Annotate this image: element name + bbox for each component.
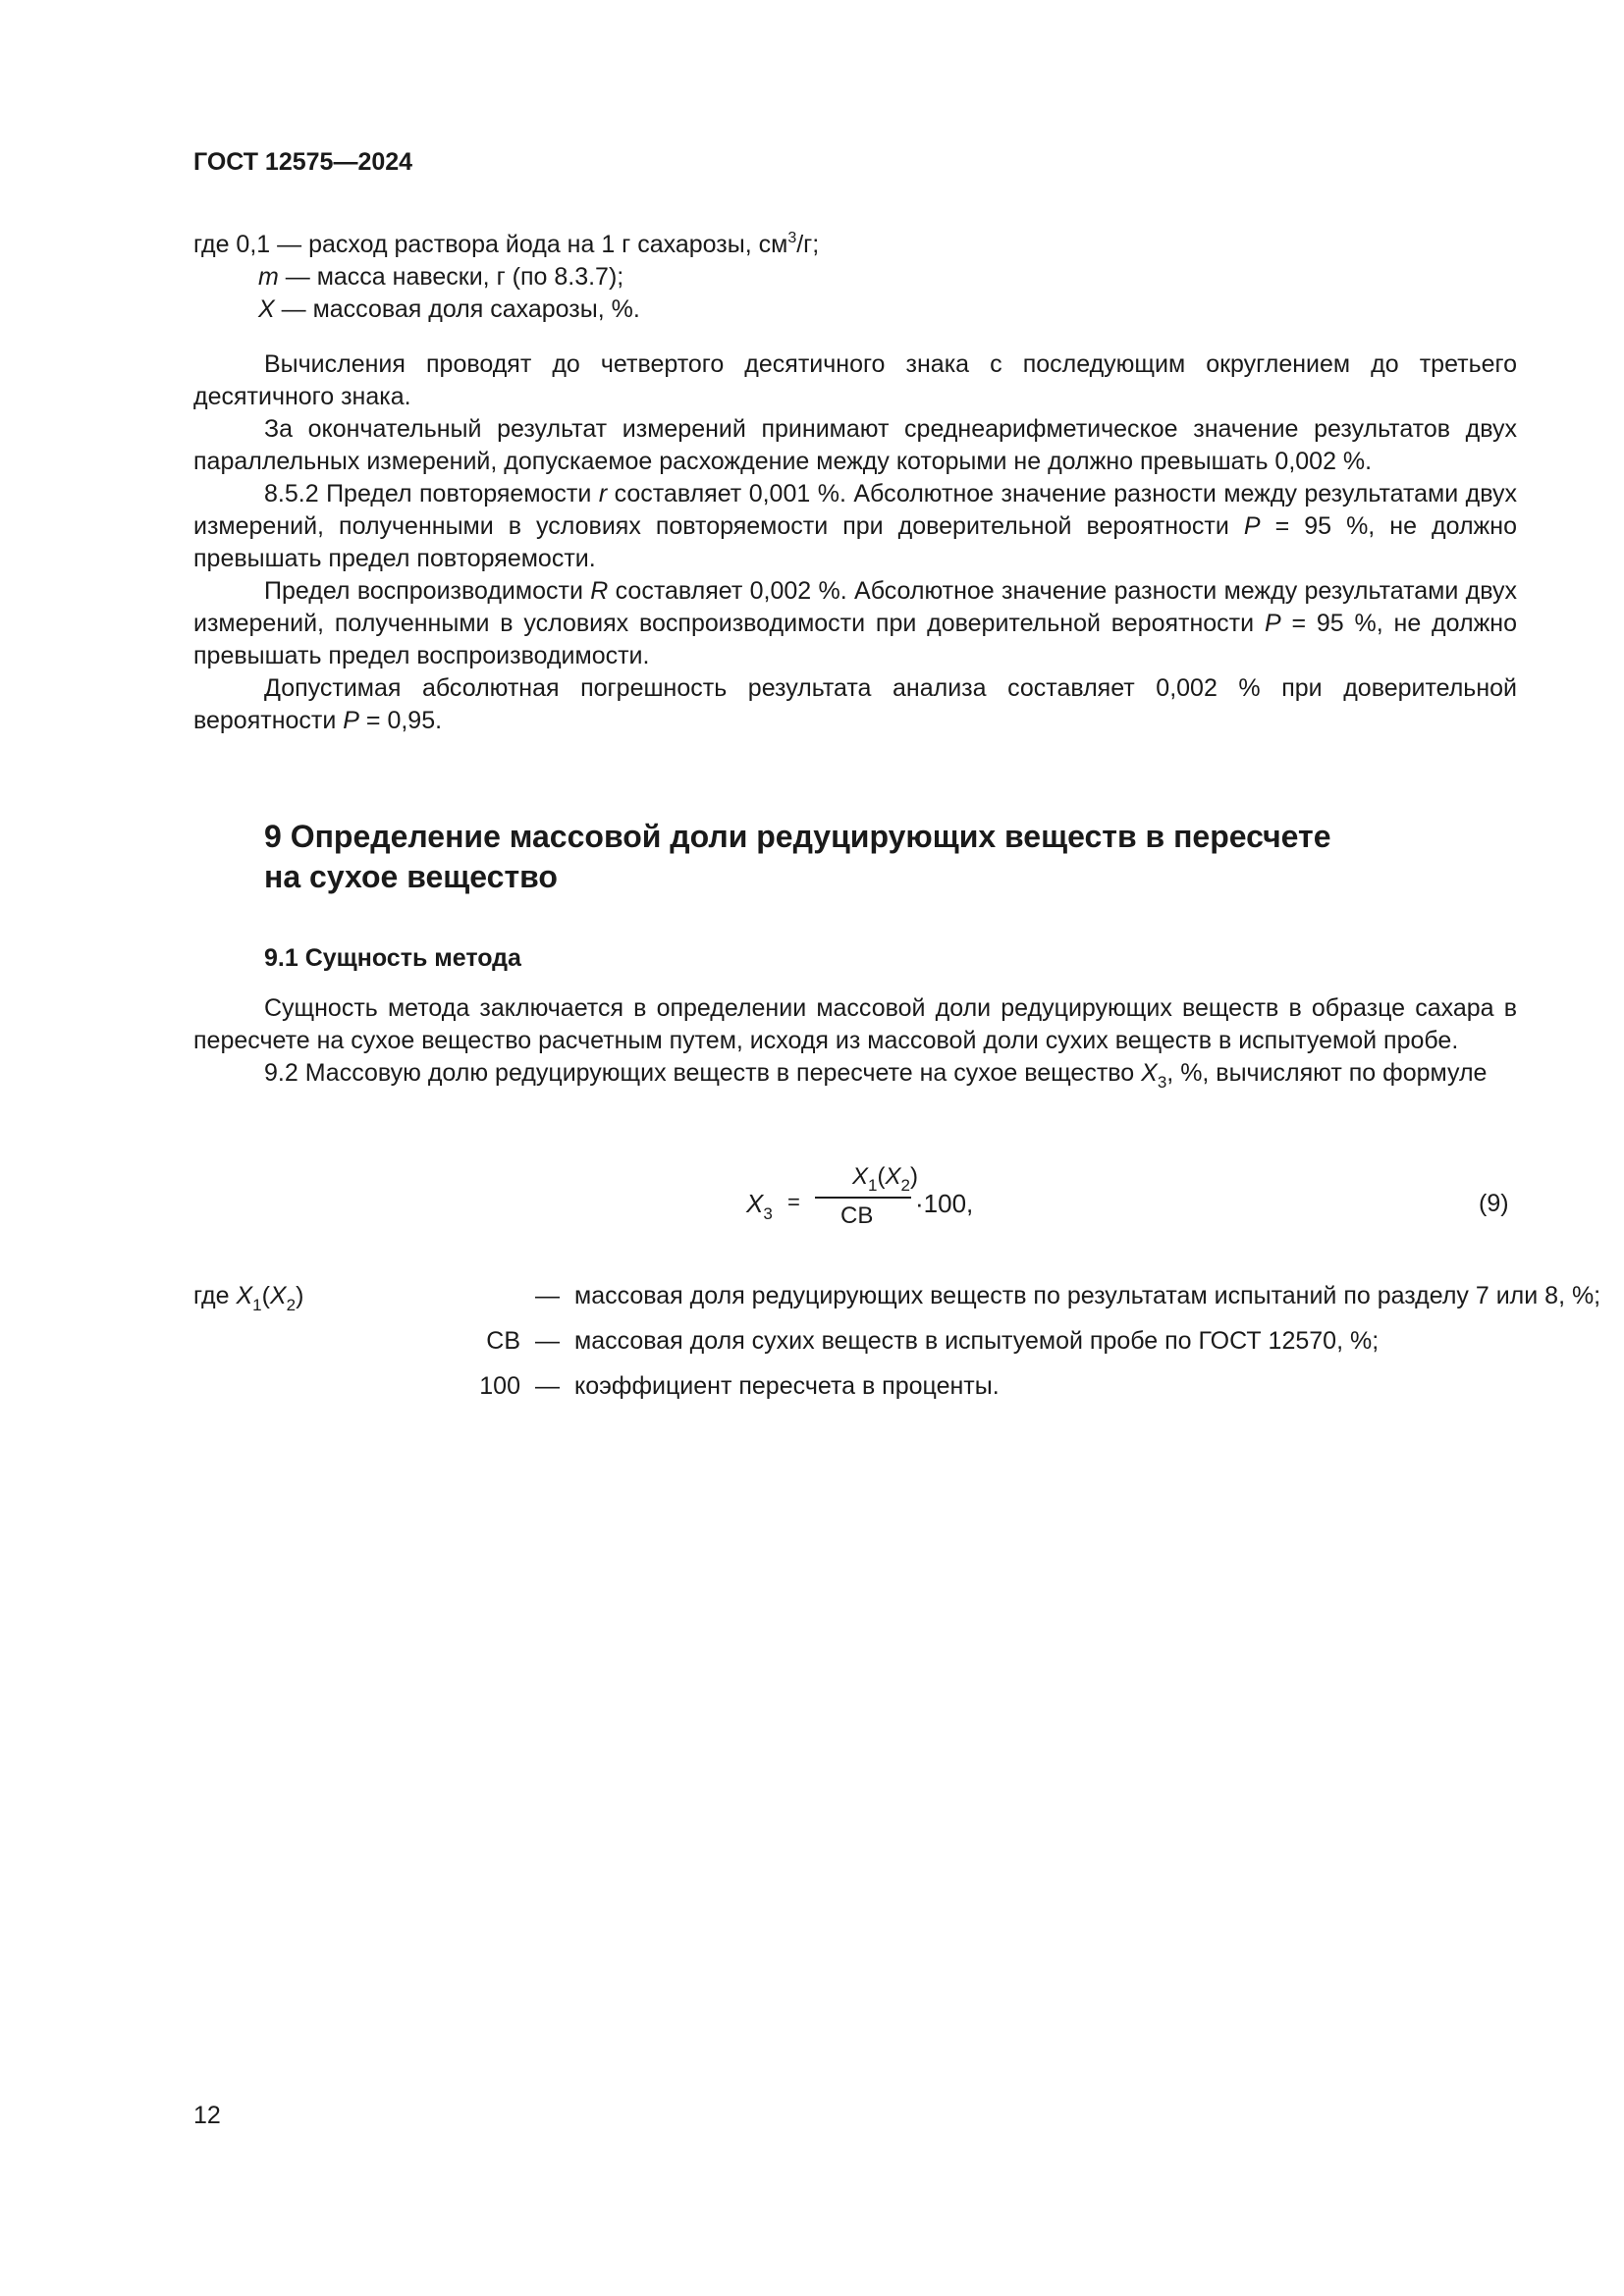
definition-text: массовая доля редуцирующих веществ по результатам испытаний по разделу 7 или 8, %; <box>574 1282 1601 1309</box>
where-item-sucrose: X — массовая доля сахарозы, %. <box>258 295 640 323</box>
section-9-heading: 9 Определение массовой доли редуцирующих веществ в пересчете на сухое вещество <box>264 819 1331 894</box>
definition-dash: — <box>535 1327 560 1355</box>
definition-term: 100 <box>479 1372 520 1400</box>
where-item-mass: m — масса навески, г (по 8.3.7); <box>258 263 624 291</box>
definition-term: СВ <box>486 1327 520 1355</box>
formula-denominator: СВ <box>840 1202 874 1229</box>
definition-dash: — <box>535 1372 560 1400</box>
page-number: 12 <box>193 2102 221 2129</box>
paragraph-final: За окончательный результат измерений принимают среднеарифметическое значение результатов двух параллельных измерений, допускаемое расхождение между которыми не должно превышать 0,002 %. <box>193 415 1517 475</box>
formula-definitions <box>193 1282 1601 1417</box>
where-list <box>193 229 1517 326</box>
paragraph-9-2: 9.2 Массовую долю редуцирующих веществ в пересчете на сухое вещество $X_3$, %, вычисляют по формуле <box>264 1059 1488 1092</box>
paragraph-essence: Сущность метода заключается в определении массовой доли редуцирующих веществ в образце сахара в пересчете на сухое вещество расчетным путем, исходя из массовой доли сухих веществ в испытуемой пробе. <box>193 994 1517 1054</box>
paragraph-reproducibility: Предел воспроизводимости R составляет 0,002 %. Абсолютное значение разности между результатами двух измерений, полученными в условиях воспроизводимости при доверительной вероятности P = 95 %, не должно превышать предел воспроизводимости. <box>193 577 1518 669</box>
formula-numerator: $X_1(X_2)$ <box>852 1163 918 1195</box>
section-9-1-heading: 9.1 Сущность метода <box>264 944 521 972</box>
definition-row <box>193 1372 1529 1417</box>
document-header: ГОСТ 12575—2024 <box>193 148 413 176</box>
paragraph-repeatability: 8.5.2 Предел повторяемости r составляет 0,001 %. Абсолютное значение разности между результатами двух измерений, полученными в условиях повторяемости при доверительной вероятности P = 95 %, не должно превышать предел повторяемости. <box>193 480 1517 572</box>
formula-multiplier: ·100, <box>915 1189 974 1218</box>
paragraph-error: Допустимая абсолютная погрешность результата анализа составляет 0,002 % при доверительной вероятности P = 0,95. <box>193 674 1517 734</box>
formula-9 <box>746 1163 992 1242</box>
definition-text: массовая доля сухих веществ в испытуемой пробе по ГОСТ 12570, %; <box>574 1327 1380 1355</box>
definition-text: коэффициент пересчета в проценты. <box>574 1372 1000 1400</box>
definition-row <box>193 1282 1601 1327</box>
formula-equals: = <box>787 1190 800 1214</box>
definition-row <box>193 1327 1529 1372</box>
paragraph-calc: Вычисления проводят до четвертого десятичного знака с последующим округлением до третьего десятичного знака. <box>193 350 1517 410</box>
body-text <box>193 348 1517 737</box>
definition-dash: — <box>535 1282 560 1309</box>
fraction-bar <box>815 1197 911 1199</box>
formula-lhs: $X_3$ <box>746 1189 773 1223</box>
equation-number: (9) <box>1479 1190 1509 1217</box>
section-9-body <box>193 992 1517 1090</box>
where-item-iodine: где 0,1 — расход раствора йода на 1 г сахарозы, $см^3/г$; <box>193 230 820 258</box>
definition-term: где $X_1(X_2)$ <box>193 1282 304 1314</box>
